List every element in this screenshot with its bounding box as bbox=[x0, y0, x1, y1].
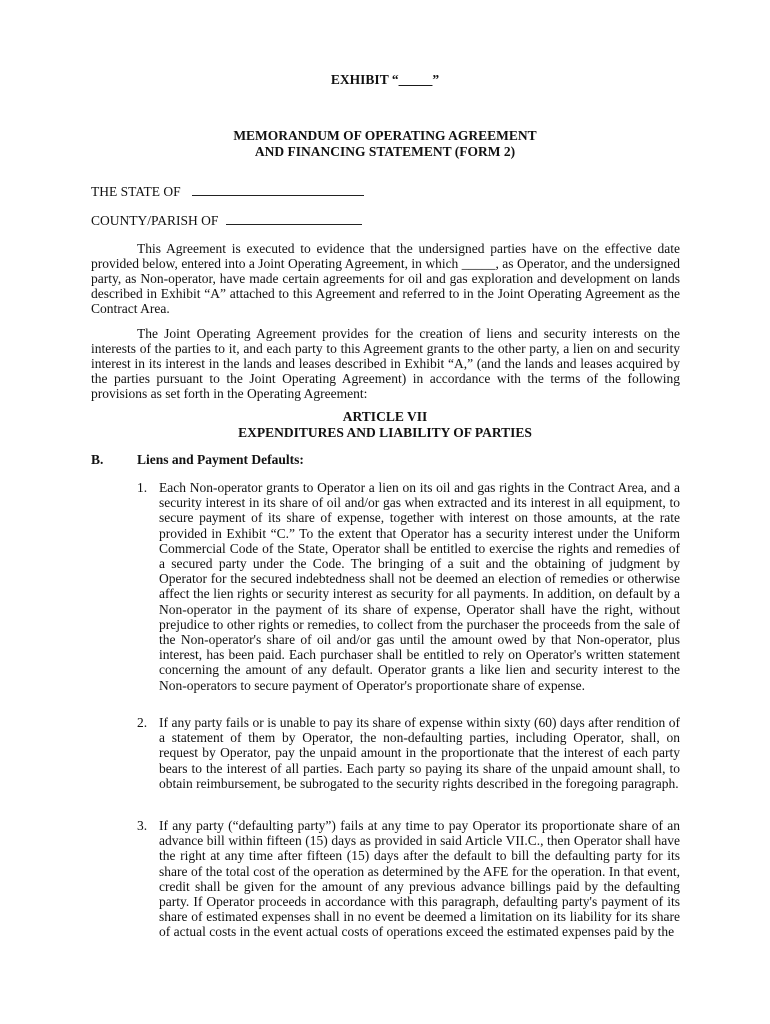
agreement-paragraph-1: This Agreement is executed to evidence that the undersigned parties have on the effective date provided below, entered into a Joint Operating Agreement, in which _____, as Operator, and the undersigned party, as Non-operator, have made certain agreements for oil and gas exploration and development on lands described in Exhibit “A” attached to this Agreement and referred to in the Joint Operating Agreement as the Contract Area. bbox=[91, 241, 680, 317]
article-heading bbox=[0, 409, 770, 440]
agreement-paragraph-2: The Joint Operating Agreement provides for the creation of liens and security interests on the interests of the parties to it, and each party to this Agreement grants to the other party, a lien on and security interest in its interest in the lands and leases described in Exhibit “A,” (and the lands and leases acquired by the parties pursuant to the Joint Operating Agreement) in accordance with the terms of the following provisions as set forth in the Operating Agreement: bbox=[91, 326, 680, 402]
state-blank-line bbox=[192, 183, 364, 196]
list-item bbox=[137, 480, 680, 693]
list-item-number: 3. bbox=[137, 818, 148, 833]
state-label: THE STATE OF bbox=[91, 184, 181, 199]
section-letter: B. bbox=[91, 452, 104, 467]
list-item bbox=[137, 818, 680, 940]
memorandum-title-line-1: MEMORANDUM OF OPERATING AGREEMENT bbox=[233, 128, 537, 143]
article-title: ARTICLE VII bbox=[342, 409, 428, 424]
state-field bbox=[91, 183, 364, 200]
section-heading bbox=[91, 452, 304, 468]
article-subtitle: EXPENDITURES AND LIABILITY OF PARTIES bbox=[238, 424, 532, 440]
memorandum-title bbox=[0, 128, 770, 159]
exhibit-title: EXHIBIT “_____” bbox=[330, 72, 440, 87]
county-field bbox=[91, 212, 362, 229]
list-item-text: If any party (“defaulting party”) fails at any time to pay Operator its proportionate share of an advance bill within fifteen (15) days as provided in said Article VII.C., then Operator shall have the right at any time after fifteen (15) days after the default to bill the defaulting party for its share of the total cost of the operation as determined by the AFE for the operation. In that event, credit shall be given for the amount of any previous advance billings paid by the defaulting party. If Operator proceeds in accordance with this paragraph, defaulting party's payment of its share of estimated expenses shall in no event be deemed a limitation on its liability for its share of actual costs in the event actual costs of operations exceed the estimated expenses paid by the bbox=[159, 818, 680, 940]
list-item-text: If any party fails or is unable to pay its share of expense within sixty (60) days after rendition of a statement of them by Operator, the non-defaulting parties, including Operator, shall, on request by Operator, pay the unpaid amount in the proportionate that the interest of each party bears to the interest of all parties. Each party so paying its share of the unpaid amount shall, to obtain reimbursement, be subrogated to the security rights described in the foregoing paragraph. bbox=[159, 715, 680, 791]
section-title: Liens and Payment Defaults: bbox=[137, 452, 304, 467]
list-item-number: 1. bbox=[137, 480, 148, 495]
list-item-text: Each Non-operator grants to Operator a lien on its oil and gas rights in the Contract Area, and a security interest in its share of oil and/or gas when extracted and its interest in all equipment, to secure payment of its share of expense, together with interest on those amounts, at the rate provided in Exhibit “C.” To the extent that Operator has a security interest under the Uniform Commercial Code of the State, Operator shall be entitled to exercise the rights and remedies of a secured party under the Code. The bringing of a suit and the obtaining of judgment by Operator for the secured indebtedness shall not be deemed an election of remedies or otherwise affect the lien rights or security interest as security for all payments. In addition, on default by a Non-operator in the payment of its share of expense, Operator shall have the right, without prejudice to other rights or remedies, to collect from the purchaser the proceeds from the sale of the Non-operator's share of oil and/or gas until the amount owed by that Non-operator, plus interest, has been paid. Each purchaser shall be entitled to rely on Operator's written statement concerning the amount of any default. Operator grants a like lien and security interest to the Non-operators to secure payment of Operator's proportionate share of expense. bbox=[159, 480, 680, 693]
list-item-number: 2. bbox=[137, 715, 148, 730]
county-blank-line bbox=[226, 212, 362, 225]
county-label: COUNTY/PARISH OF bbox=[91, 213, 219, 228]
list-item bbox=[137, 715, 680, 791]
memorandum-title-line-2: AND FINANCING STATEMENT (FORM 2) bbox=[254, 143, 516, 159]
